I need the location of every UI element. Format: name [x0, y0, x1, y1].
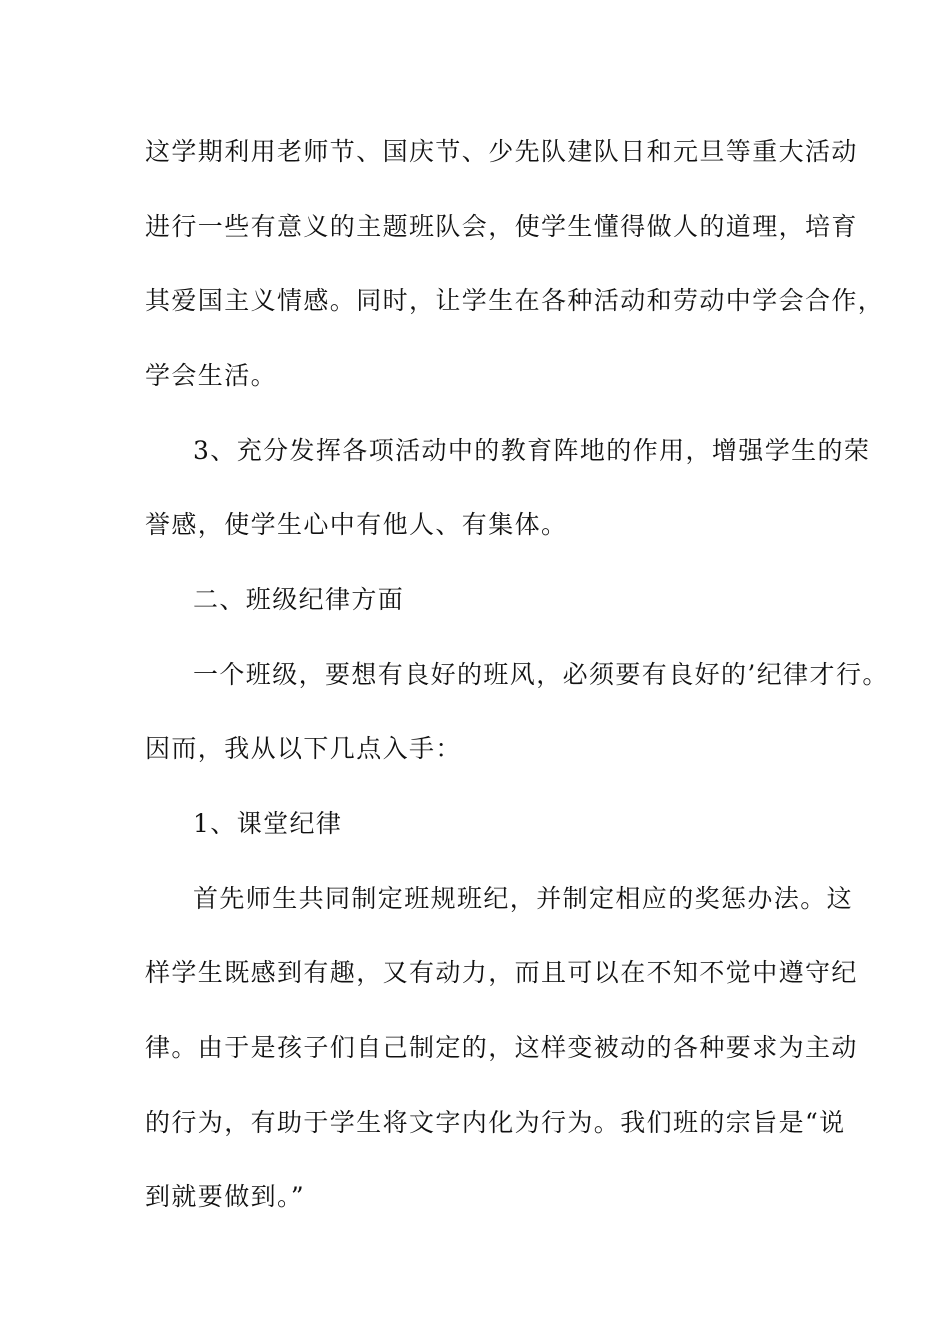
paragraph-line: 誉感，使学生心中有他人、有集体。 [145, 510, 568, 539]
section-heading: 二、班级纪律方面 [193, 585, 405, 614]
paragraph-line: 3、充分发挥各项活动中的教育阵地的作用，增强学生的荣 [193, 436, 871, 465]
paragraph-line: 进行一些有意义的主题班队会，使学生懂得做人的道理，培育 [145, 212, 858, 241]
paragraph-line: 到就要做到。” [145, 1182, 306, 1211]
paragraph-line: 律。由于是孩子们自己制定的，这样变被动的各种要求为主动 [145, 1033, 858, 1062]
paragraph-line: 这学期利用老师节、国庆节、少先队建队日和元旦等重大活动 [145, 137, 858, 166]
paragraph-line: 学会生活。 [145, 361, 278, 390]
paragraph-line: 因而，我从以下几点入手： [145, 734, 462, 763]
paragraph-line: 首先师生共同制定班规班纪，并制定相应的奖惩办法。这 [193, 884, 854, 913]
subsection-heading: 1、课堂纪律 [193, 809, 343, 838]
paragraph-line: 其爱国主义情感。同时，让学生在各种活动和劳动中学会合作， [145, 286, 885, 315]
paragraph-line: 的行为，有助于学生将文字内化为行为。我们班的宗旨是“说 [145, 1108, 846, 1137]
paragraph-line: 样学生既感到有趣，又有动力，而且可以在不知不觉中遵守纪 [145, 958, 858, 987]
paragraph-line: 一个班级，要想有良好的班风，必须要有良好的’纪律才行。 [193, 660, 889, 689]
